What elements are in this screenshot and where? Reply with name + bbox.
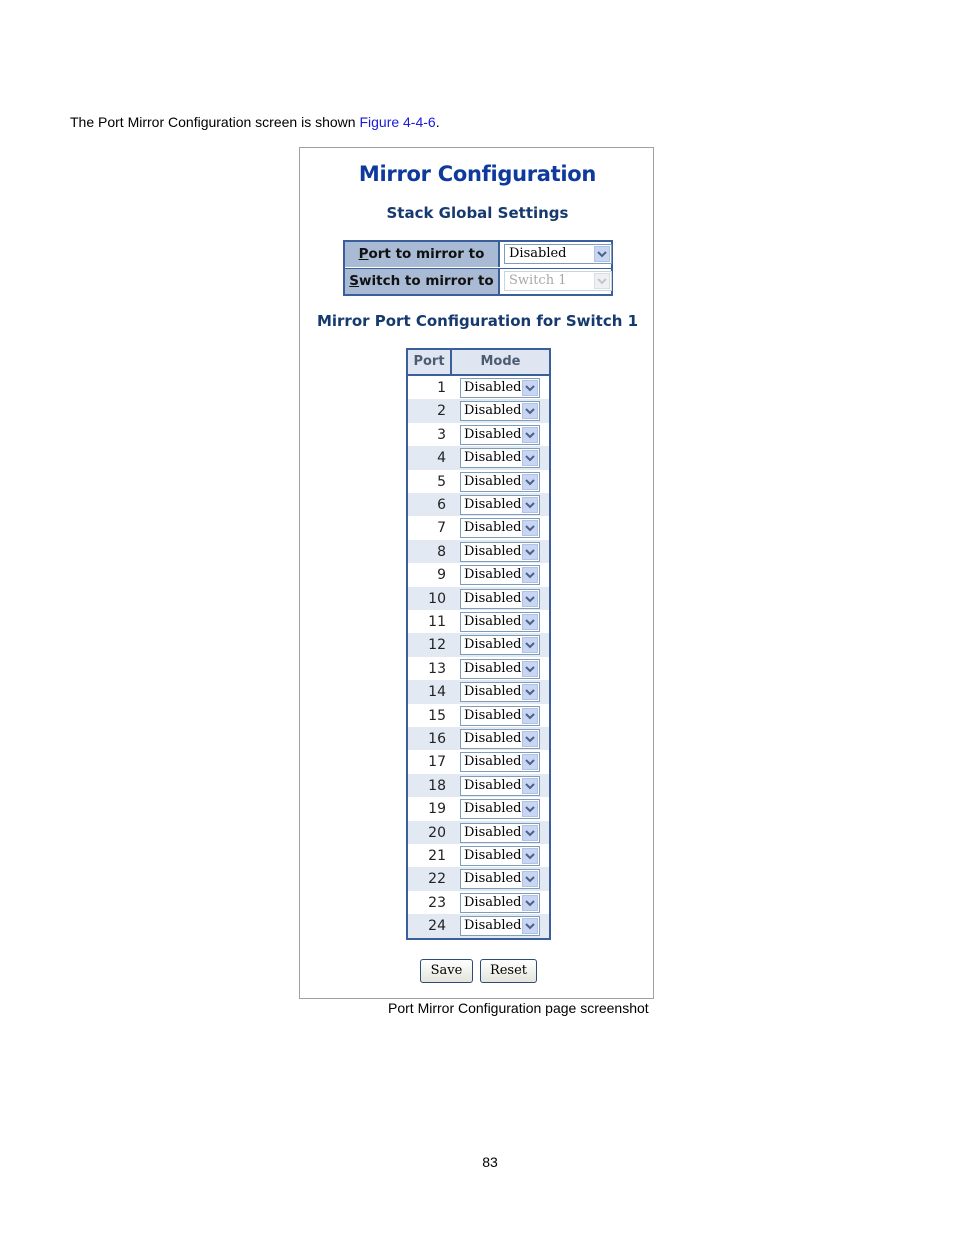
port-number: 10: [428, 590, 446, 607]
mode-select[interactable]: [460, 729, 540, 749]
mode-select[interactable]: [460, 425, 540, 445]
mode-value: Disabled: [464, 754, 522, 770]
table-row: [408, 797, 549, 820]
mode-value: Disabled: [464, 426, 522, 442]
mode-value: Disabled: [464, 567, 522, 583]
chevron-down-icon[interactable]: [522, 403, 538, 419]
port-number: 7: [437, 520, 446, 537]
table-row: [408, 774, 549, 797]
mode-value: Disabled: [464, 450, 522, 466]
port-number: 9: [437, 567, 446, 584]
port-number: 2: [437, 403, 446, 420]
chevron-down-icon[interactable]: [522, 778, 538, 794]
mode-value: Disabled: [464, 380, 522, 395]
mode-value: Disabled: [464, 918, 522, 934]
chevron-down-icon: [594, 273, 610, 289]
port-number: 15: [428, 707, 446, 724]
mode-column-header: Mode: [480, 354, 521, 369]
chevron-down-icon[interactable]: [522, 497, 538, 513]
mode-select[interactable]: [460, 916, 540, 936]
mode-select[interactable]: [460, 518, 540, 538]
mode-value: Disabled: [464, 660, 522, 676]
port-number: 21: [428, 848, 446, 864]
mode-value: Disabled: [464, 543, 522, 559]
mode-select[interactable]: [460, 635, 540, 655]
chevron-down-icon[interactable]: [522, 591, 538, 607]
port-number: 13: [428, 660, 446, 677]
chevron-down-icon[interactable]: [522, 871, 538, 887]
mirror-port-heading: Mirror Port Configuration for Switch 1: [316, 312, 639, 330]
table-row: [408, 727, 549, 750]
global-settings-heading: Stack Global Settings: [386, 204, 569, 222]
mode-select[interactable]: [460, 565, 540, 585]
mode-select[interactable]: [460, 682, 540, 702]
chevron-down-icon[interactable]: [522, 731, 538, 747]
table-row: [408, 704, 549, 727]
port-number: 23: [428, 894, 446, 911]
table-row: [408, 750, 549, 773]
figure-link[interactable]: Figure 4-4-6: [359, 114, 436, 130]
mode-value: Disabled: [464, 731, 522, 746]
mode-select[interactable]: [460, 776, 540, 796]
mirror-config-screenshot: [299, 147, 654, 999]
table-row: [408, 844, 549, 867]
mode-value: Disabled: [464, 871, 522, 887]
chevron-down-icon[interactable]: [594, 246, 610, 262]
chevron-down-icon[interactable]: [522, 544, 538, 560]
mode-select[interactable]: [460, 401, 540, 421]
mode-value: Disabled: [464, 590, 522, 606]
port-number: 16: [428, 731, 446, 747]
chevron-down-icon[interactable]: [522, 661, 538, 677]
page-title: Mirror Configuration: [358, 162, 597, 186]
port-number: 12: [428, 637, 446, 654]
mode-select[interactable]: [460, 612, 540, 632]
table-row: [408, 493, 549, 516]
mode-value: Disabled: [464, 497, 522, 512]
port-number: 6: [437, 497, 446, 513]
chevron-down-icon[interactable]: [522, 895, 538, 911]
chevron-down-icon[interactable]: [522, 918, 538, 934]
chevron-down-icon[interactable]: [522, 427, 538, 443]
table-row: [408, 376, 549, 399]
intro-text: The Port Mirror Configuration screen is shown: [70, 114, 360, 130]
table-row: [408, 633, 549, 656]
switch-to-mirror-label: Switch to mirror to: [345, 269, 500, 294]
mode-value: Disabled: [464, 473, 522, 489]
mode-select[interactable]: [460, 495, 540, 515]
mode-select[interactable]: [460, 752, 540, 772]
chevron-down-icon[interactable]: [522, 520, 538, 536]
chevron-down-icon[interactable]: [522, 848, 538, 864]
port-number: 4: [437, 450, 446, 467]
mode-select[interactable]: [460, 823, 540, 843]
port-number: 14: [428, 684, 446, 701]
port-number: 18: [428, 777, 446, 794]
table-row: [408, 423, 549, 446]
port-number: 8: [437, 543, 446, 560]
chevron-down-icon[interactable]: [522, 708, 538, 724]
port-to-mirror-row: [345, 242, 611, 267]
table-row: [408, 821, 549, 844]
port-number: 11: [428, 614, 446, 630]
reset-button[interactable]: Reset: [480, 959, 537, 983]
mode-value: Disabled: [464, 520, 522, 536]
intro-suffix: .: [435, 114, 440, 130]
mode-value: Disabled: [464, 684, 522, 700]
port-number: 3: [437, 426, 446, 443]
table-row: [408, 657, 549, 680]
port-number: 1: [437, 380, 446, 396]
mode-select[interactable]: [460, 378, 540, 398]
mode-select[interactable]: [460, 589, 540, 609]
mode-value: Disabled: [464, 777, 522, 793]
table-row: [408, 587, 549, 610]
table-row: [408, 516, 549, 539]
mode-value: Disabled: [464, 848, 522, 863]
chevron-down-icon[interactable]: [522, 684, 538, 700]
chevron-down-icon[interactable]: [522, 614, 538, 630]
switch-to-mirror-row: [345, 268, 611, 294]
save-button[interactable]: Save: [420, 959, 473, 983]
table-row: [408, 610, 549, 633]
chevron-down-icon[interactable]: [522, 380, 538, 396]
table-row: [408, 867, 549, 890]
mode-select[interactable]: [460, 799, 540, 819]
mode-value: Disabled: [464, 801, 522, 817]
mode-value: Disabled: [464, 403, 522, 419]
switch-to-mirror-select: Switch 1: [504, 271, 612, 291]
mode-select[interactable]: [460, 869, 540, 889]
chevron-down-icon[interactable]: [522, 567, 538, 583]
mode-select[interactable]: [460, 448, 540, 468]
port-number: 19: [428, 801, 446, 818]
port-number: 20: [428, 824, 446, 841]
mirror-port-table: [406, 348, 551, 940]
mode-select[interactable]: [460, 893, 540, 913]
port-number: 17: [428, 754, 446, 771]
port-to-mirror-label: Port to mirror to: [345, 242, 500, 267]
intro-paragraph: [70, 114, 440, 131]
mode-value: Disabled: [464, 707, 522, 723]
table-row: [408, 540, 549, 563]
mode-value: Disabled: [464, 894, 522, 910]
table-row: [408, 446, 549, 469]
port-number: 22: [428, 871, 446, 888]
table-row: [408, 914, 549, 937]
mode-select[interactable]: [460, 472, 540, 492]
mode-select[interactable]: [460, 706, 540, 726]
mode-select[interactable]: [460, 659, 540, 679]
chevron-down-icon[interactable]: [522, 450, 538, 466]
port-number: 24: [428, 918, 446, 935]
mode-select[interactable]: [460, 542, 540, 562]
table-row: [408, 680, 549, 703]
table-header: [408, 350, 549, 376]
port-column-header: Port: [408, 350, 452, 374]
global-settings-table: [343, 240, 613, 296]
table-row: [408, 563, 549, 586]
chevron-down-icon[interactable]: [522, 801, 538, 817]
chevron-down-icon[interactable]: [522, 825, 538, 841]
table-row: [408, 399, 549, 422]
port-number: 5: [437, 473, 446, 490]
figure-caption: Port Mirror Configuration page screenshot: [388, 1000, 649, 1016]
table-row: [408, 470, 549, 493]
mode-value: Disabled: [464, 824, 522, 840]
table-row: [408, 891, 549, 914]
chevron-down-icon[interactable]: [522, 637, 538, 653]
page-number: 83: [482, 1154, 498, 1170]
chevron-down-icon[interactable]: [522, 474, 538, 490]
chevron-down-icon[interactable]: [522, 754, 538, 770]
mode-value: Disabled: [464, 614, 522, 629]
mode-select[interactable]: [460, 846, 540, 866]
port-to-mirror-select[interactable]: Disabled: [504, 244, 612, 264]
mode-value: Disabled: [464, 637, 522, 653]
